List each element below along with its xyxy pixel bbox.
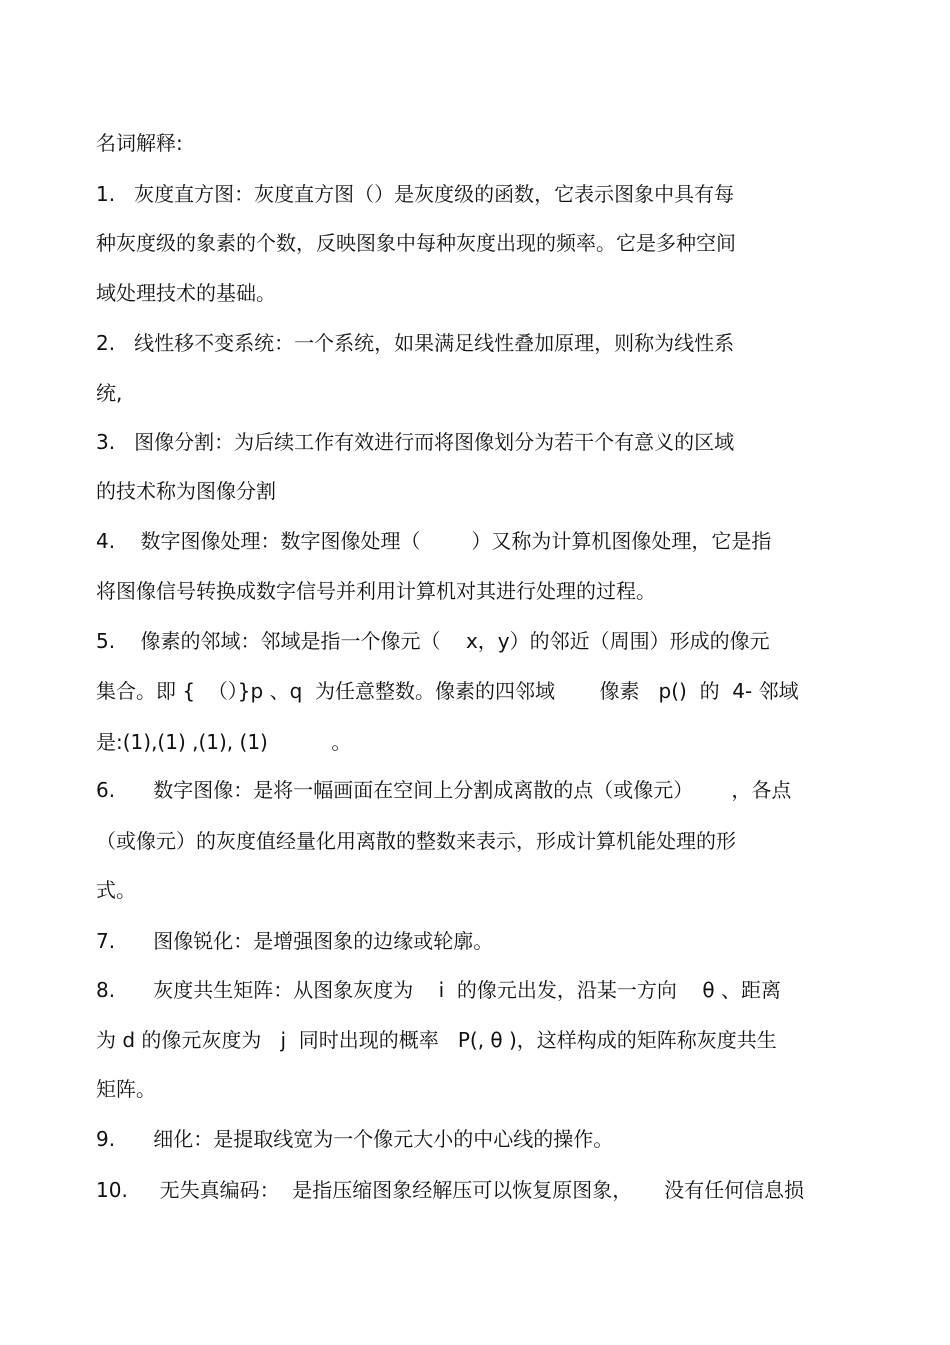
text-line: 集合。即 { （）}p 、q 为任意整数。像素的四邻域 像素 p() 的 4- 邻域 xyxy=(96,679,799,703)
text-line: 1. 灰度直方图：灰度直方图（）是灰度级的函数，它表示图象中具有每 xyxy=(96,182,735,206)
text-line: 2. 线性移不变系统：一个系统，如果满足线性叠加原理，则称为线性系 xyxy=(96,331,735,355)
text-line: 5. 像素的邻域：邻域是指一个像元（ x，y）的邻近（周围）形成的像元 xyxy=(96,629,770,653)
text-line: 9. 细化：是提取线宽为一个像元大小的中心线的操作。 xyxy=(96,1127,614,1151)
text-line: 种灰度级的象素的个数，反映图象中每种灰度出现的频率。它是多种空间 xyxy=(96,231,736,255)
text-line: 6. 数字图像：是将一幅画面在空间上分割成离散的点（或像元） ，各点 xyxy=(96,778,792,802)
text-line: （或像元）的灰度值经量化用离散的整数来表示，形成计算机能处理的形 xyxy=(96,829,736,853)
text-line: 8. 灰度共生矩阵：从图象灰度为 i 的像元出发，沿某一方向 θ 、距离 xyxy=(96,978,781,1002)
text-line: 4. 数字图像处理：数字图像处理（ ）又称为计算机图像处理，它是指 xyxy=(96,529,772,553)
text-line: 7. 图像锐化：是增强图象的边缘或轮廓。 xyxy=(96,929,494,953)
text-line: 为 d 的像元灰度为 j 同时出现的概率 P(, θ )，这样构成的矩阵称灰度共生 xyxy=(96,1028,777,1052)
text-line: 将图像信号转换成数字信号并利用计算机对其进行处理的过程。 xyxy=(96,579,656,603)
text-line: 统, xyxy=(96,381,123,405)
text-line: 是:(1),(1) ,(1), (1) 。 xyxy=(96,730,352,754)
text-line: 10. 无失真编码： 是指压缩图象经解压可以恢复原图象， 没有任何信息损 xyxy=(96,1178,805,1202)
text-line: 式。 xyxy=(96,878,136,902)
text-line: 的技术称为图像分割 xyxy=(96,479,276,503)
text-line: 域处理技术的基础。 xyxy=(96,281,276,305)
text-line: 矩阵。 xyxy=(96,1077,156,1101)
text-line: 3. 图像分割：为后续工作有效进行而将图像划分为若干个有意义的区域 xyxy=(96,430,735,454)
document-heading: 名词解释: xyxy=(96,131,183,155)
